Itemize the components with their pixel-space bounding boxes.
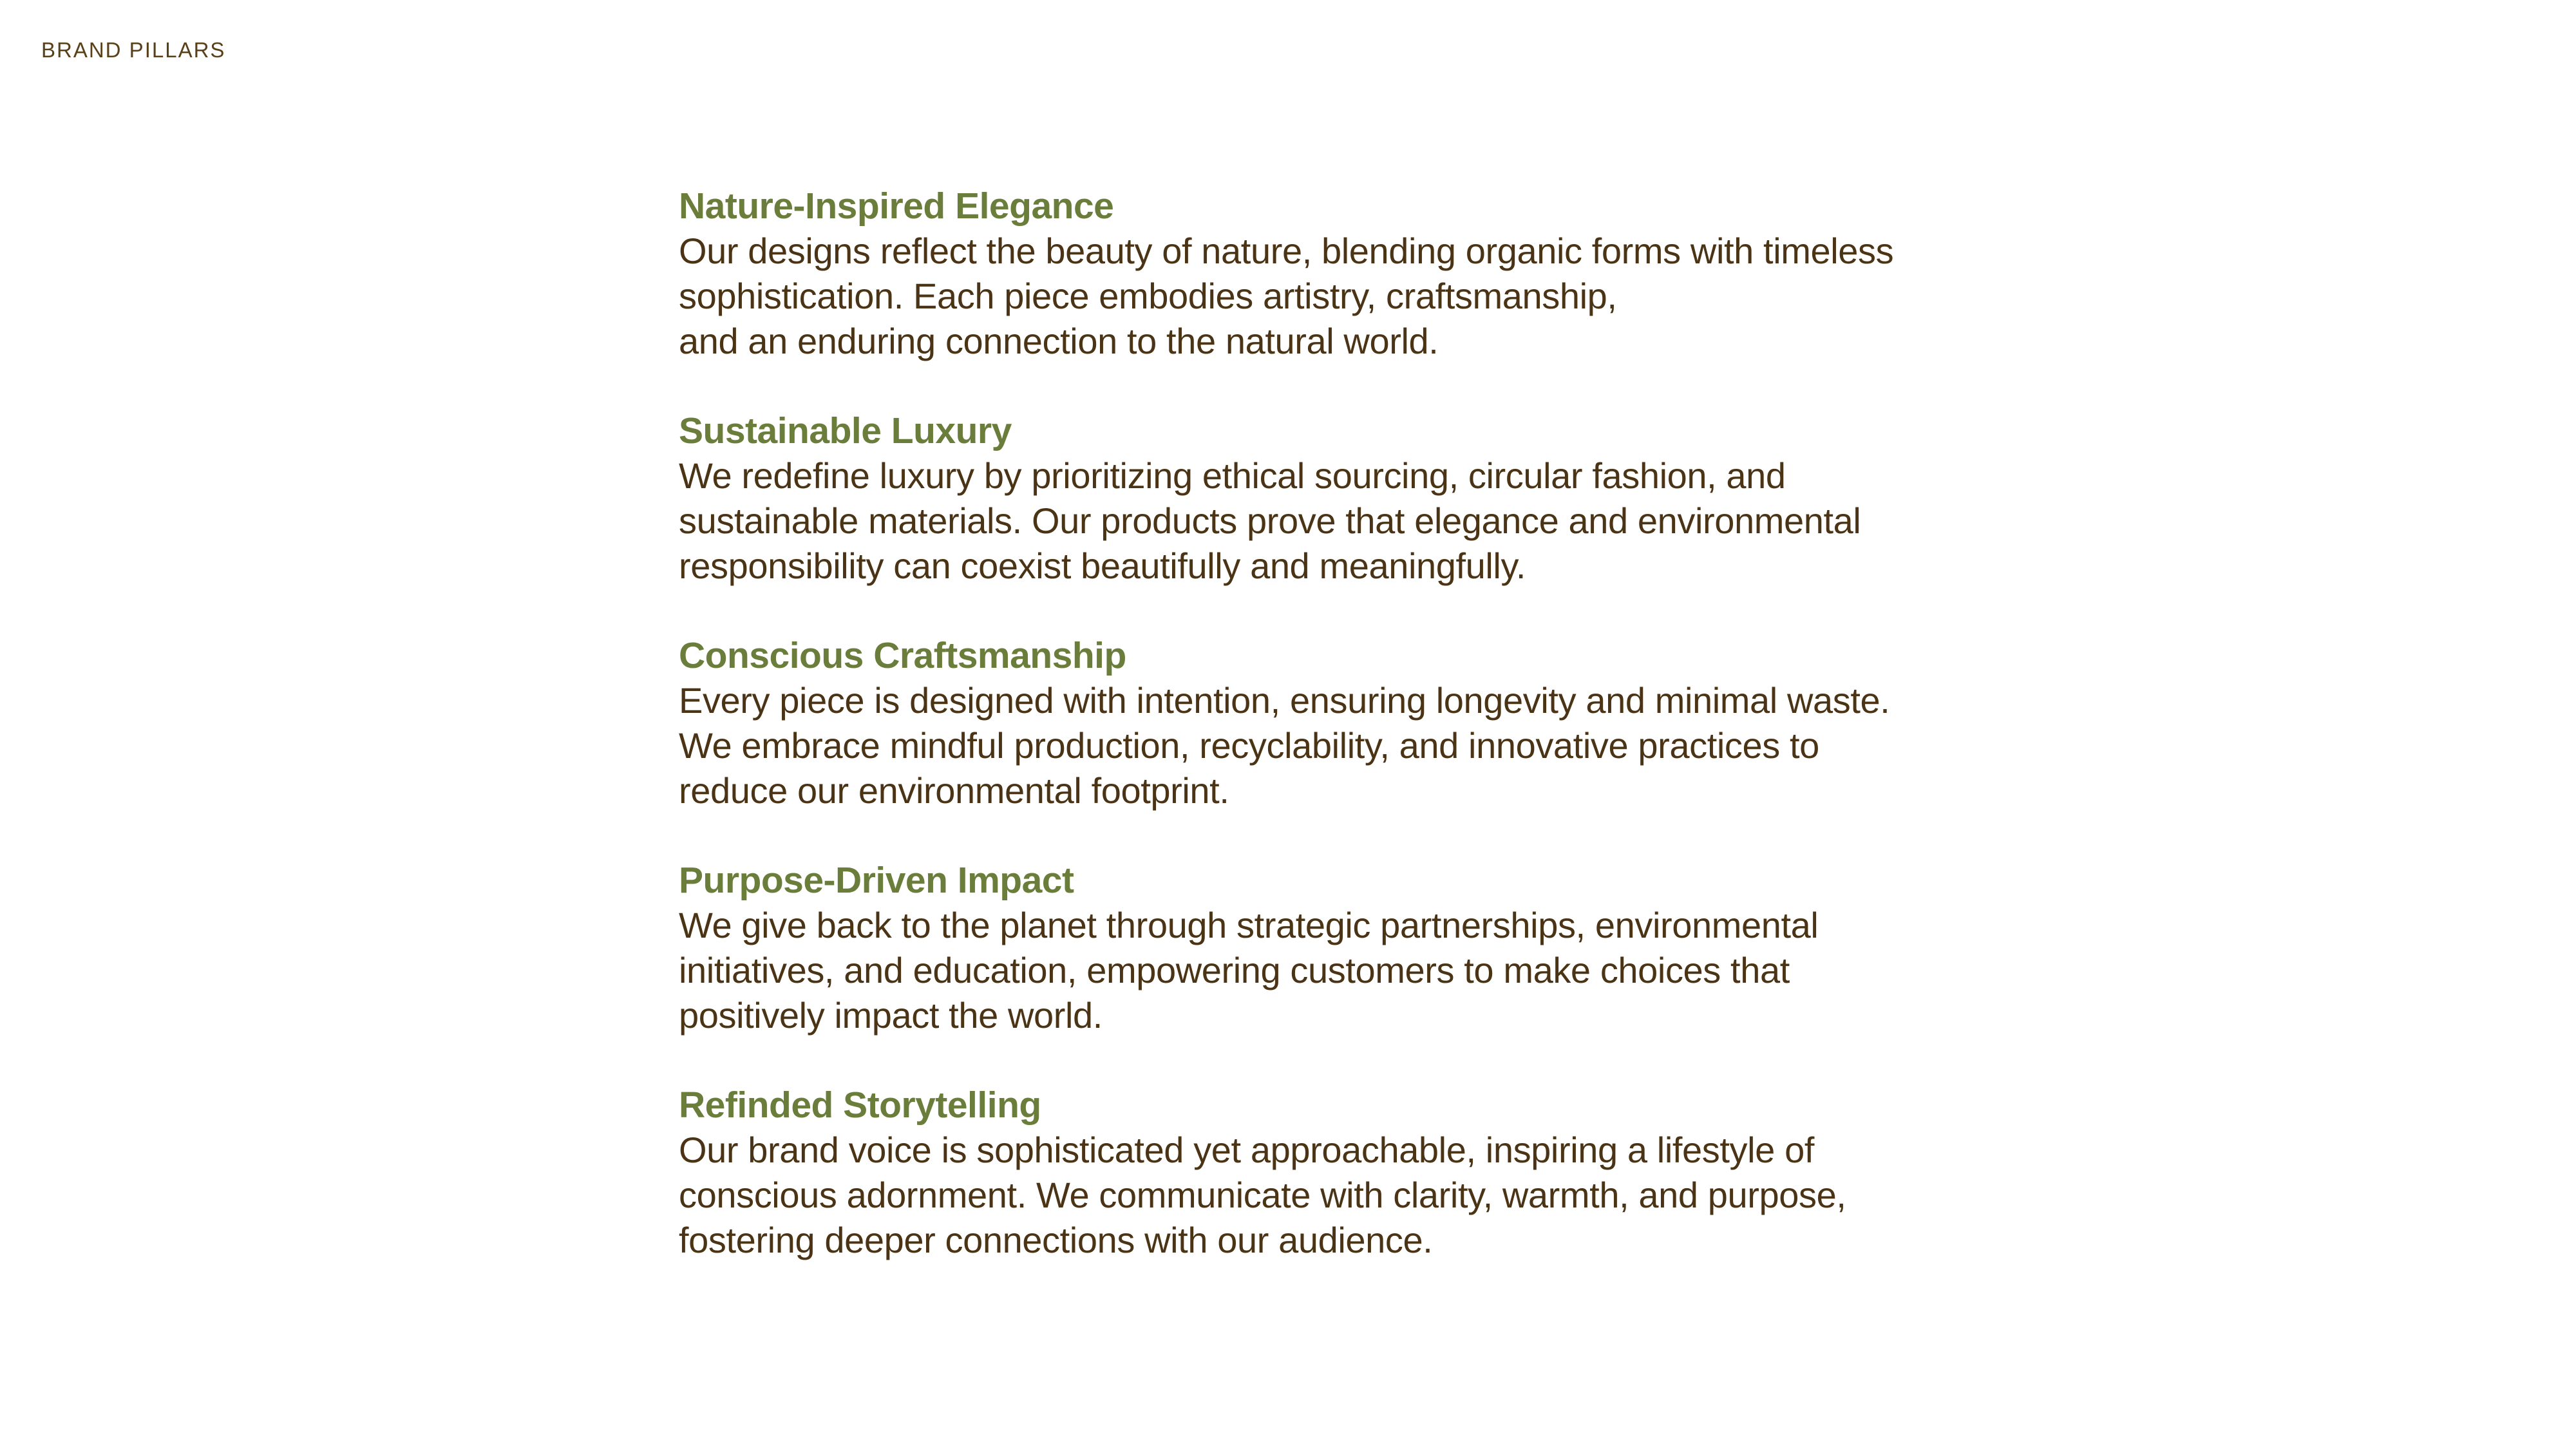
- pillar-nature-inspired-elegance: [679, 184, 1967, 364]
- pillar-refinded-storytelling: [679, 1083, 1967, 1263]
- pillar-description-line: initiatives, and education, empowering customers to make choices that: [679, 950, 1790, 990]
- pillar-title: Sustainable Luxury: [679, 410, 1012, 451]
- pillar-description-line: We redefine luxury by prioritizing ethical sourcing, circular fashion, and: [679, 455, 1786, 496]
- pillar-description-line: sustainable materials. Our products prove that elegance and environmental: [679, 500, 1861, 541]
- pillar-description-line: fostering deeper connections with our audience.: [679, 1220, 1433, 1260]
- pillar-description-line: Our brand voice is sophisticated yet approachable, inspiring a lifestyle of: [679, 1130, 1814, 1170]
- pillar-description-line: We give back to the planet through strategic partnerships, environmental: [679, 905, 1819, 945]
- pillar-conscious-craftsmanship: [679, 633, 1967, 813]
- pillar-purpose-driven-impact: [679, 858, 1967, 1038]
- pillar-description-line: Every piece is designed with intention, ensuring longevity and minimal waste.: [679, 680, 1890, 721]
- page-section-label: BRAND PILLARS: [41, 38, 226, 62]
- pillar-title: Nature-Inspired Elegance: [679, 185, 1114, 227]
- pillar-description-line: conscious adornment. We communicate with clarity, warmth, and purpose,: [679, 1175, 1846, 1215]
- pillar-description-line: We embrace mindful production, recyclability, and innovative practices to: [679, 725, 1819, 766]
- pillar-description-line: and an enduring connection to the natural world.: [679, 321, 1439, 361]
- pillar-description-line: sophistication. Each piece embodies artistry, craftsmanship,: [679, 276, 1617, 316]
- pillar-description-line: responsibility can coexist beautifully and meaningfully.: [679, 545, 1526, 586]
- pillar-description-line: Our designs reflect the beauty of nature, blending organic forms with timeless: [679, 231, 1894, 271]
- pillar-description-line: reduce our environmental footprint.: [679, 770, 1229, 811]
- pillar-description-line: positively impact the world.: [679, 995, 1103, 1036]
- pillar-sustainable-luxury: [679, 408, 1967, 589]
- pillar-title: Conscious Craftsmanship: [679, 635, 1126, 676]
- pillar-title: Refinded Storytelling: [679, 1084, 1041, 1126]
- brand-pillars-list: [679, 184, 1967, 1307]
- pillar-title: Purpose-Driven Impact: [679, 860, 1074, 901]
